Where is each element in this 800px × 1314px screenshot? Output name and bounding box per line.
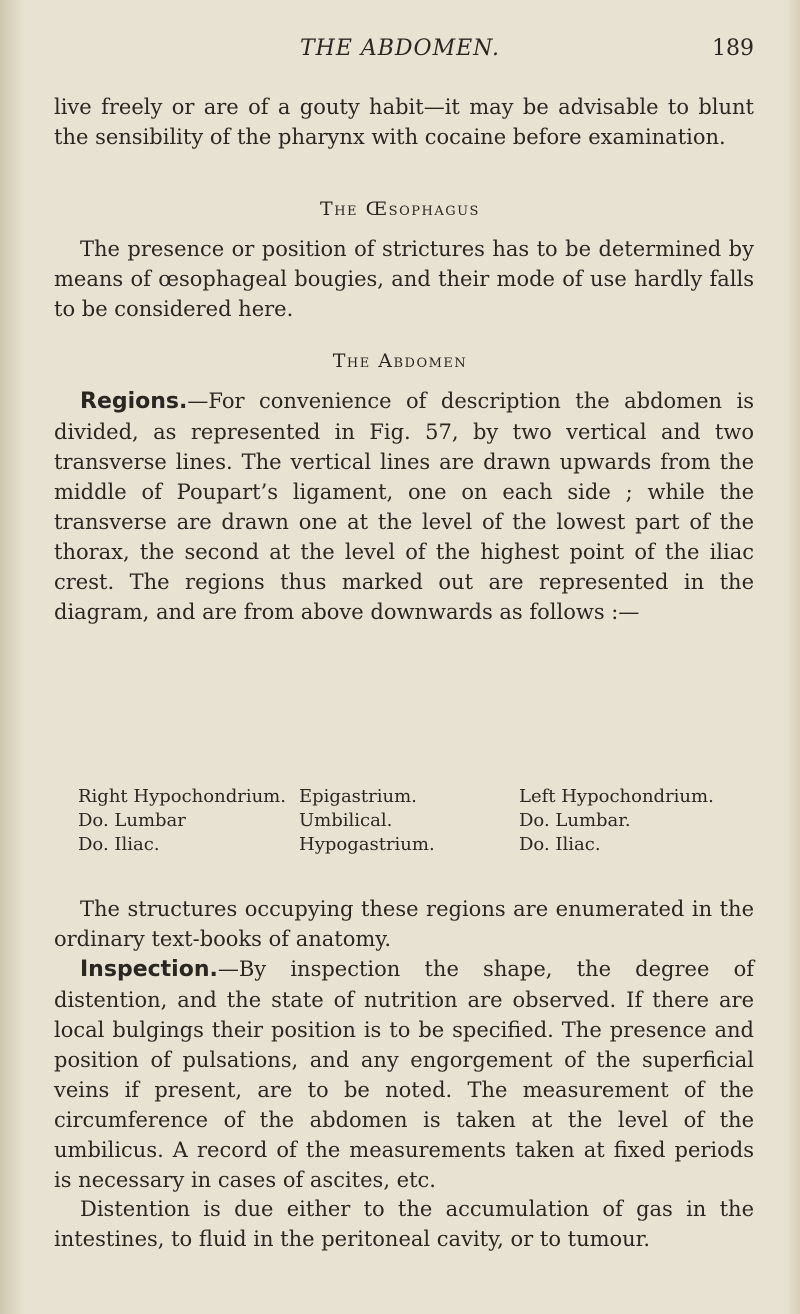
- regions-run-in-heading: Regions.: [80, 389, 188, 414]
- paragraph-structures: The structures occupying these regions are enumerated in the ordinary text-books of anatomy.: [54, 897, 754, 951]
- region-cell: Do. Lumbar.: [519, 810, 631, 831]
- region-table: [54, 785, 754, 857]
- region-cell: Umbilical.: [299, 810, 393, 831]
- region-cell: Hypogastrium.: [299, 834, 435, 855]
- paragraph-regions: [54, 386, 754, 627]
- inspection-run-in-heading: Inspection.: [80, 957, 218, 982]
- paragraph-oesophagus: The presence or position of strictures has to be determined by means of œsophageal bougies, and their mode of use hardly falls to be considered here.: [54, 237, 754, 321]
- running-head: [0, 36, 800, 76]
- region-cell: Do. Iliac.: [519, 834, 601, 855]
- region-row: [54, 785, 754, 809]
- region-cell: Do. Lumbar: [78, 810, 186, 831]
- region-cell: Epigastrium.: [299, 786, 417, 807]
- region-cell: Do. Iliac.: [78, 834, 160, 855]
- region-row: [54, 833, 754, 857]
- paragraph-distention: Distention is due either to the accumulation of gas in the intestines, to fluid in the peritoneal cavity, or to tumour.: [54, 1197, 754, 1251]
- region-cell: Left Hypochondrium.: [519, 786, 714, 807]
- inspection-text: —By inspection the shape, the degree of distention, and the state of nutrition are observed. If there are local bulgings their position is to be specified. The presence and position of pulsations, and any engorgement of the superficial veins if present, are to be noted. The measurement of the circumference of the abdomen is taken at the level of the umbilicus. A record of the measurements taken at fixed periods is necessary in cases of ascites, etc.: [54, 957, 754, 1192]
- region-cell: Right Hypochondrium.: [78, 786, 286, 807]
- page-number: 189: [712, 36, 754, 61]
- heading-abdomen: The Abdomen: [332, 350, 468, 372]
- region-row: [54, 809, 754, 833]
- paragraph-cocaine: live freely or are of a gouty habit—it may be advisable to blunt the sensibility of the pharynx with cocaine before examination.: [54, 95, 754, 149]
- regions-text: —For convenience of description the abdomen is divided, as represented in Fig. 57, by two vertical and two transverse lines. The vertical lines are drawn upwards from the middle of Poupart’s ligament, one on each side ; while the transverse are drawn one at the level of the lowest part of the thorax, the second at the level of the highest point of the iliac crest. The regions thus marked out are represented in the diagram, and are from above downwards as follows :—: [54, 389, 754, 624]
- heading-oesophagus: The Œsophagus: [320, 198, 480, 220]
- paragraph-inspection: [54, 954, 754, 1195]
- running-title: THE ABDOMEN.: [299, 36, 501, 61]
